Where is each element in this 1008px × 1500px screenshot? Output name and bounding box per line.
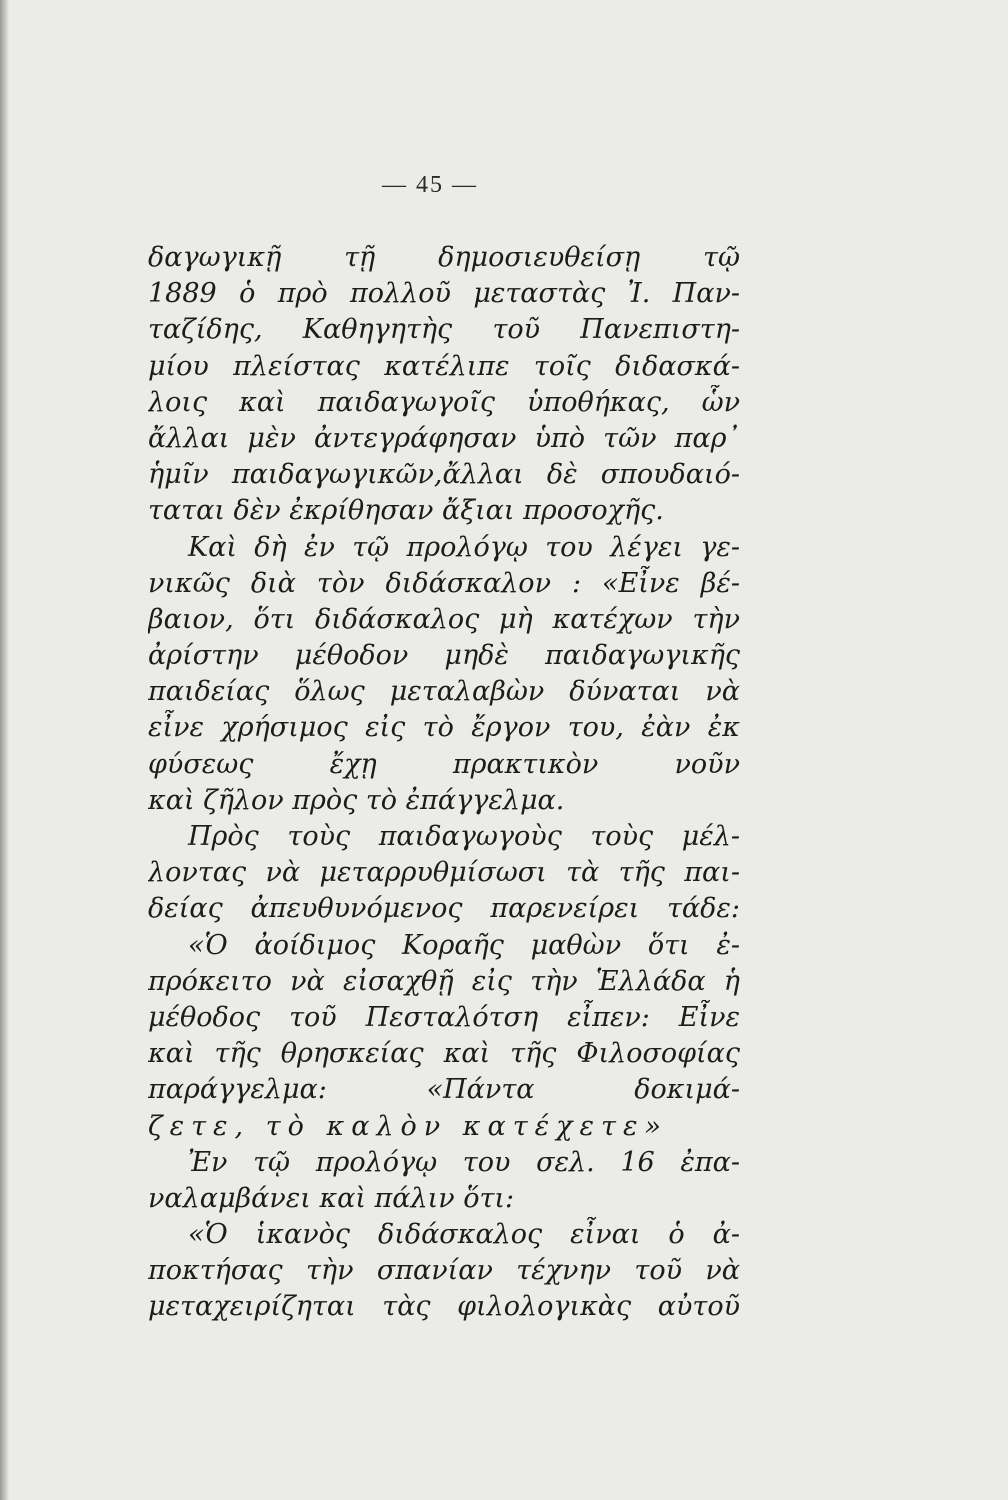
text-line: πρόκειτο νὰ εἰσαχθῇ εἰς τὴν Ἑλλάδα ἡ — [148, 965, 740, 997]
text-line: καὶ ζῆλον πρὸς τὸ ἐπάγγελμα. — [148, 784, 565, 816]
text-line: φύσεως ἔχῃ πρακτικὸν νοῦν — [148, 748, 740, 780]
text-line: παράγγελμα: «Πάντα δοκιμά- — [148, 1074, 740, 1106]
page-number: — 45 — — [382, 172, 478, 198]
text-line: ζετε, τὸ καλὸν κατέχετε» — [148, 1110, 668, 1142]
text-line: δαγωγικῇ τῇ δημοσιευθείσῃ τῷ — [148, 242, 740, 273]
text-line: ναλαμβάνει καὶ πάλιν ὅτι: — [148, 1182, 515, 1214]
text-line: καὶ τῆς θρησκείας καὶ τῆς Φιλοσοφίας — [148, 1038, 740, 1070]
text-line: λοις καὶ παιδαγωγοῖς ὑποθήκας, ὧν — [148, 386, 740, 418]
text-line: βαιον, ὅτι διδάσκαλος μὴ κατέχων τὴν — [148, 603, 740, 635]
page-binding-edge — [0, 0, 9, 1500]
text-line: παιδείας ὅλως μεταλαβὼν δύναται νὰ — [148, 676, 740, 708]
text-line: 1889 ὁ πρὸ πολλοῦ μεταστὰς Ἰ. Παν- — [148, 278, 740, 310]
text-line: νικῶς διὰ τὸν διδάσκαλον : «Εἶνε βέ- — [148, 567, 740, 599]
body-text — [148, 240, 740, 1326]
text-line: ἄλλαι μὲν ἀντεγράφησαν ὑπὸ τῶν παρ᾽ — [148, 422, 740, 454]
text-line: μίου πλείστας κατέλιπε τοῖς διδασκά- — [148, 350, 740, 382]
text-line: Ἐν τῷ προλόγῳ του σελ. 16 ἐπα- — [188, 1146, 740, 1178]
text-line: ταται δὲν ἐκρίθησαν ἄξιαι προσοχῆς. — [148, 495, 664, 527]
text-line: ἡμῖν παιδαγωγικῶν,ἄλλαι δὲ σπουδαιό- — [148, 459, 740, 491]
text-line: «Ὁ ἱκανὸς διδάσκαλος εἶναι ὁ ἀ- — [188, 1219, 740, 1251]
text-line: ἀρίστην μέθοδον μηδὲ παιδαγωγικῆς — [148, 640, 740, 672]
text-line: ποκτήσας τὴν σπανίαν τέχνην τοῦ νὰ — [148, 1255, 740, 1287]
text-line: δείας ἀπευθυνόμενος παρενείρει τάδε: — [148, 893, 740, 925]
text-line: ταζίδης, Καθηγητὴς τοῦ Πανεπιστη- — [148, 314, 740, 346]
text-line: Πρὸς τοὺς παιδαγωγοὺς τοὺς μέλ- — [188, 821, 740, 852]
text-line: μεταχειρίζηται τὰς φιλολογικὰς αὐτοῦ — [148, 1291, 740, 1323]
text-line: εἶνε χρήσιμος εἰς τὸ ἔργον του, ἐὰν ἐκ — [148, 712, 740, 744]
text-line: «Ὁ ἀοίδιμος Κοραῆς μαθὼν ὅτι ἐ- — [188, 929, 740, 961]
text-line: Καὶ δὴ ἐν τῷ προλόγῳ του λέγει γε- — [188, 531, 740, 563]
text-line: λοντας νὰ μεταρρυθμίσωσι τὰ τῆς παι- — [148, 857, 740, 889]
text-line: μέθοδος τοῦ Πεσταλότση εἶπεν: Εἶνε — [148, 1001, 740, 1033]
